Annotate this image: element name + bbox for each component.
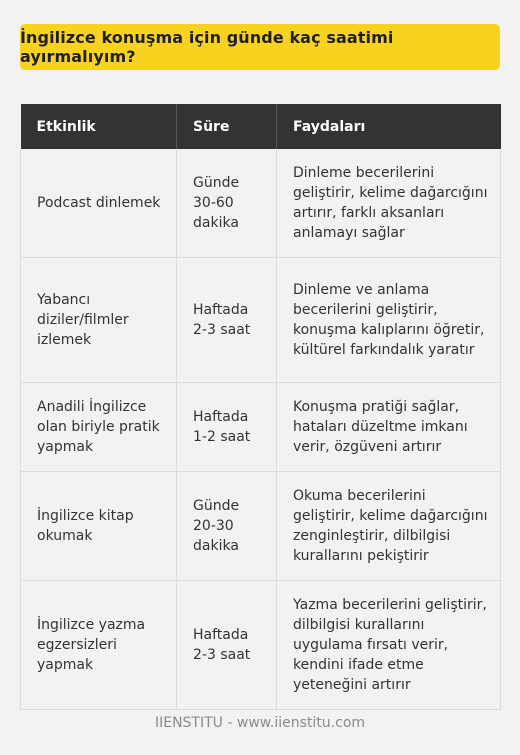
benefits-cell: Yazma becerilerini geliştirir, dilbilgisi kurallarını uygulama fırsatı verir, kendini ifade etme yeteneğini artırır bbox=[277, 581, 501, 710]
title-banner bbox=[20, 24, 500, 70]
duration-cell: Günde 20-30 dakika bbox=[177, 472, 277, 581]
activities-table bbox=[20, 104, 501, 710]
footer-credit: IIENSTITU - www.iienstitu.com bbox=[154, 715, 366, 731]
duration-cell: Haftada 1-2 saat bbox=[177, 383, 277, 472]
column-header-duration: Süre bbox=[177, 104, 277, 149]
activity-cell: Yabancı diziler/filmler izlemek bbox=[21, 258, 177, 383]
duration-cell: Haftada 2-3 saat bbox=[177, 581, 277, 710]
benefits-cell: Konuşma pratiği sağlar, hataları düzeltme imkanı verir, özgüveni artırır bbox=[277, 383, 501, 472]
benefits-cell: Dinleme becerilerini geliştirir, kelime dağarcığını artırır, farklı aksanları anlamayı sağlar bbox=[277, 149, 501, 258]
activity-cell: Anadili İngilizce olan biriyle pratik yapmak bbox=[21, 383, 177, 472]
table-row bbox=[21, 258, 501, 383]
duration-cell: Haftada 2-3 saat bbox=[177, 258, 277, 383]
benefits-cell: Dinleme ve anlama becerilerini geliştirir, konuşma kalıplarını öğretir, kültürel farkındalık yaratır bbox=[277, 258, 501, 383]
activity-cell: İngilizce kitap okumak bbox=[21, 472, 177, 581]
table-row bbox=[21, 581, 501, 710]
column-header-benefits: Faydaları bbox=[277, 104, 501, 149]
table-row bbox=[21, 472, 501, 581]
activity-cell: İngilizce yazma egzersizleri yapmak bbox=[21, 581, 177, 710]
duration-cell: Günde 30-60 dakika bbox=[177, 149, 277, 258]
table-row bbox=[21, 149, 501, 258]
activity-cell: Podcast dinlemek bbox=[21, 149, 177, 258]
benefits-cell: Okuma becerilerini geliştirir, kelime dağarcığını zenginleştirir, dilbilgisi kurallarını pekiştirir bbox=[277, 472, 501, 581]
page-title: İngilizce konuşma için günde kaç saatimi ayırmalıyım? bbox=[20, 28, 394, 66]
table-header-row bbox=[21, 104, 501, 149]
column-header-activity: Etkinlik bbox=[21, 104, 177, 149]
table-row bbox=[21, 383, 501, 472]
